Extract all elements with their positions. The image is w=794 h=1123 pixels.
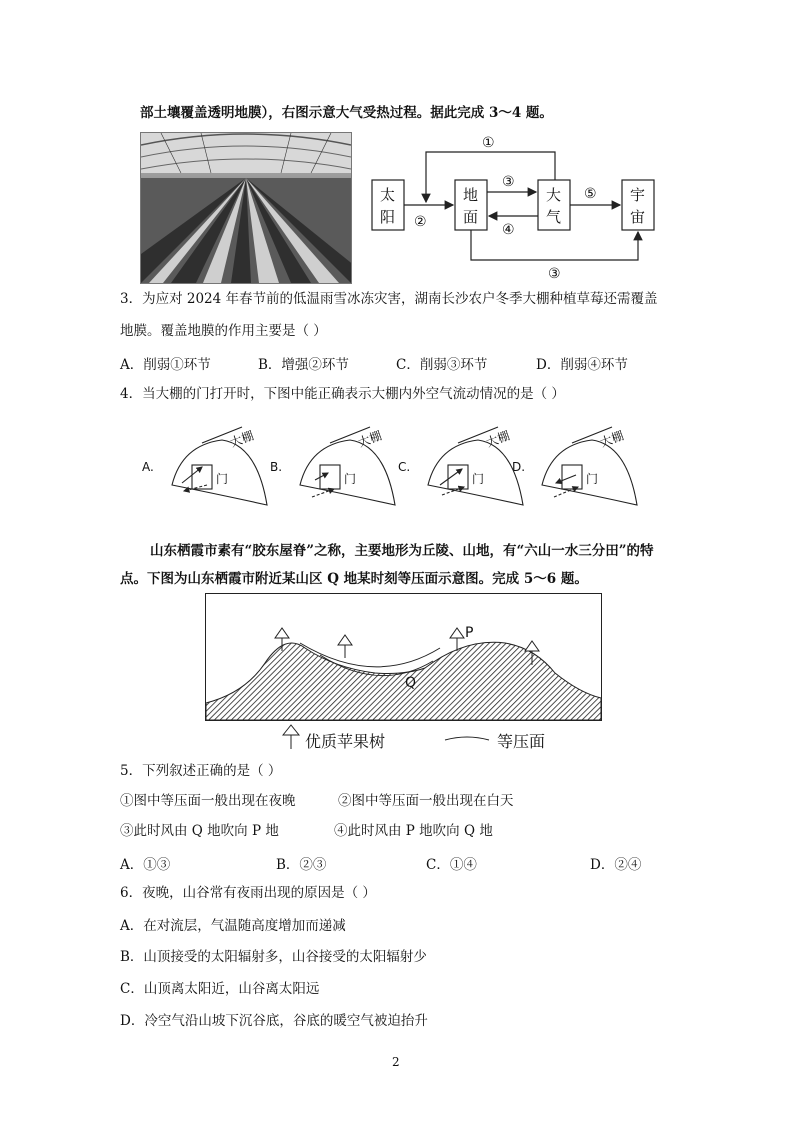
svg-text:大棚: 大棚 <box>356 428 384 450</box>
point-q: Q <box>405 675 417 691</box>
q4-greenhouse-diagrams <box>140 425 660 515</box>
q6-option-b[interactable]: B．山顶接受的太阳辐射多，山谷接受的太阳辐射少 <box>120 949 427 965</box>
svg-text:B.: B. <box>270 460 283 474</box>
label-4: ④ <box>502 222 515 238</box>
q5-statement-1: ①图中等压面一般出现在夜晚 <box>120 793 296 809</box>
q5-statement-3: ③此时风由 Q 地吹向 P 地 <box>120 823 279 839</box>
q3-stem-2: 地膜。覆盖地膜的作用主要是（ ） <box>120 323 327 339</box>
q3-option-c[interactable]: C．削弱③环节 <box>396 357 488 373</box>
passage-line-2: 点。下图为山东栖霞市附近某山区 Q 地某时刻等压面示意图。完成 5～6 题。 <box>120 571 588 587</box>
label-1: ① <box>482 135 495 151</box>
label-2: ② <box>414 214 427 230</box>
svg-text:大棚: 大棚 <box>598 428 626 450</box>
atmosphere-heating-diagram <box>360 130 660 285</box>
q5-option-d[interactable]: D．②④ <box>590 857 642 873</box>
label-3b: ③ <box>548 266 561 282</box>
svg-text:门: 门 <box>586 472 599 486</box>
q5-option-c[interactable]: C．①④ <box>426 857 477 873</box>
svg-text:大棚: 大棚 <box>484 428 512 450</box>
q6-stem: 6．夜晚，山谷常有夜雨出现的原因是（ ） <box>120 885 376 901</box>
point-p: P <box>465 625 474 641</box>
q5-option-b[interactable]: B．②③ <box>276 857 327 873</box>
q3-option-a[interactable]: A．削弱①环节 <box>120 357 211 373</box>
isobar-mountain-diagram <box>205 593 603 753</box>
q6-option-c[interactable]: C．山顶离太阳近，山谷离太阳远 <box>120 981 320 997</box>
svg-text:门: 门 <box>472 472 485 486</box>
svg-text:宇: 宇 <box>630 186 646 204</box>
label-3: ③ <box>502 174 515 190</box>
q3-option-b[interactable]: B．增强②环节 <box>258 357 349 373</box>
svg-text:宙: 宙 <box>630 208 646 226</box>
q3-option-d[interactable]: D．削弱④环节 <box>536 357 628 373</box>
q4-stem: 4．当大棚的门打开时，下图中能正确表示大棚内外空气流动情况的是（ ） <box>120 386 565 402</box>
svg-text:D.: D. <box>512 460 526 474</box>
legend-tree-label: 优质苹果树 <box>305 732 386 751</box>
greenhouse-photo <box>140 132 352 284</box>
svg-text:门: 门 <box>216 472 229 486</box>
svg-text:A.: A. <box>142 460 154 474</box>
legend-isobar-label: 等压面 <box>497 732 546 751</box>
q3-stem-1: 3．为应对 2024 年春节前的低温雨雪冰冻灾害，湖南长沙农户冬季大棚种植草莓还需覆盖 <box>120 291 658 307</box>
q6-option-a[interactable]: A．在对流层，气温随高度增加而递减 <box>120 918 346 934</box>
passage-line-1: 山东栖霞市素有“胶东屋脊”之称，主要地形为丘陵、山地，有“六山一水三分田”的特 <box>150 543 654 559</box>
intro-text: 部土壤覆盖透明地膜），右图示意大气受热过程。据此完成 3～4 题。 <box>140 105 553 121</box>
svg-text:门: 门 <box>344 472 357 486</box>
sun-label-1: 太 <box>380 186 396 204</box>
svg-text:气: 气 <box>546 208 562 226</box>
sun-label-2: 阳 <box>380 208 396 226</box>
svg-text:地: 地 <box>463 186 479 204</box>
svg-text:大: 大 <box>546 186 562 204</box>
svg-text:C.: C. <box>398 460 411 474</box>
q5-stem: 5．下列叙述正确的是（ ） <box>120 763 282 779</box>
label-5: ⑤ <box>584 186 597 202</box>
svg-text:面: 面 <box>463 208 479 226</box>
svg-text:大棚: 大棚 <box>228 428 256 450</box>
q5-statement-4: ④此时风由 P 地吹向 Q 地 <box>334 823 493 839</box>
page-number: 2 <box>392 1055 400 1069</box>
q5-statement-2: ②图中等压面一般出现在白天 <box>338 793 514 809</box>
q5-option-a[interactable]: A．①③ <box>120 857 171 873</box>
q6-option-d[interactable]: D．冷空气沿山坡下沉谷底，谷底的暖空气被迫抬升 <box>120 1013 428 1029</box>
